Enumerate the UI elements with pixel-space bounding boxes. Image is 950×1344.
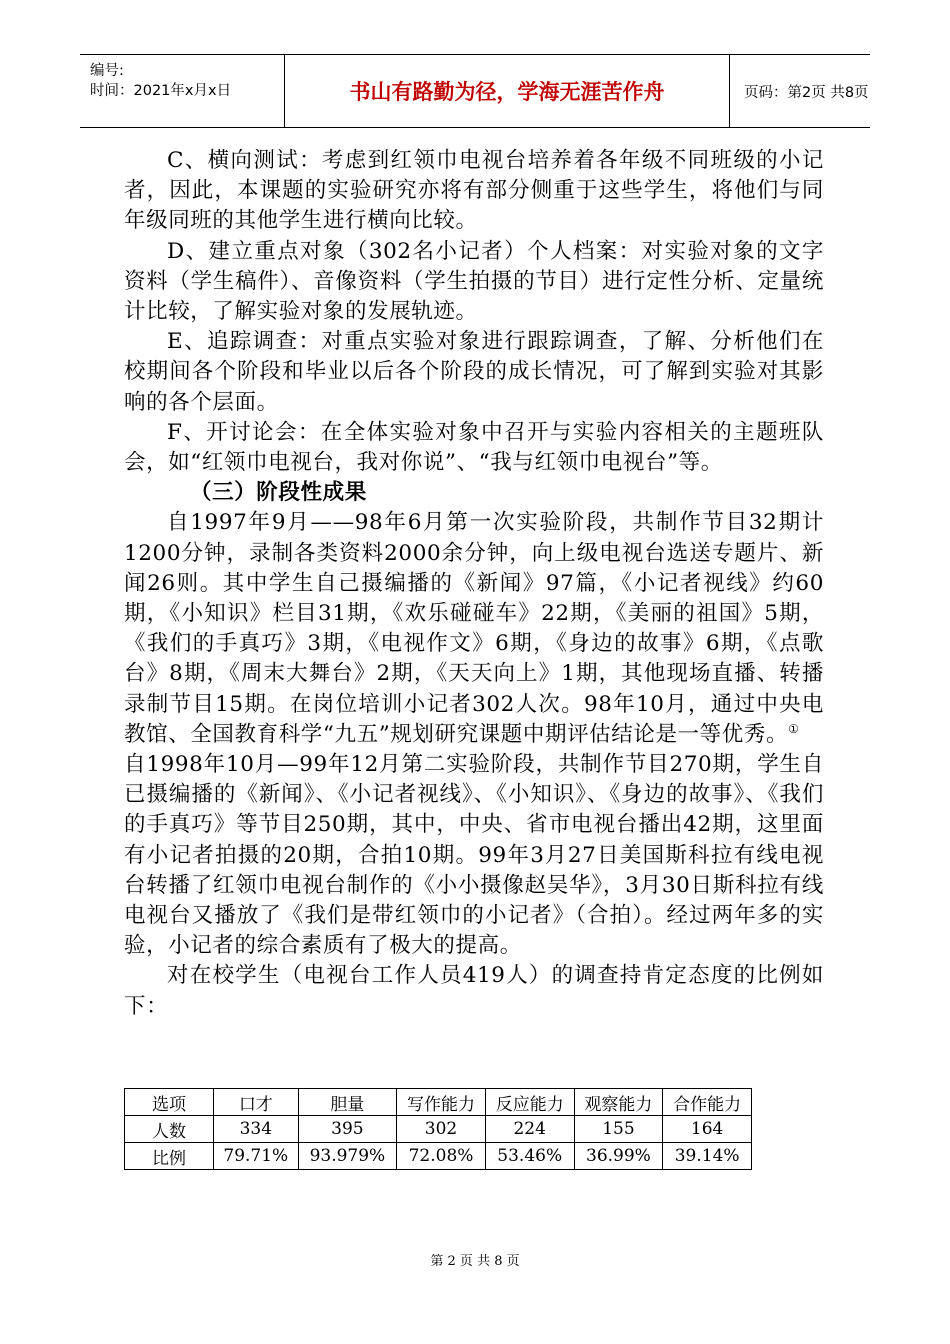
- section-title: （三）阶段性成果: [190, 480, 367, 506]
- table-cell: 79.71%: [214, 1143, 299, 1170]
- table-cell: 164: [663, 1116, 752, 1143]
- paragraph-survey-intro: 对在校学生（电视台工作人员419人）的调查持肯定态度的比例如下：: [124, 963, 824, 1019]
- header-page-label: 页码：第2页 共8页: [744, 84, 869, 101]
- table-cell: 93.979%: [298, 1143, 397, 1170]
- table-cell: 302: [397, 1116, 486, 1143]
- stage-one-text: 自1997年9月——98年6月第一次实验阶段，共制作节目32期计1200分钟，录制各类资料2000余分钟，向上级电视台选送专题片、新闻26则。其中学生自己摄编播的《新闻》97篇，《小记者视线》约60期，《小知识》栏目31期，《欢乐碰碰车》22期，《美丽的祖国》5期，《我们的手真巧》3期，《电视作文》6期，《身边的故事》6期，《点歌台》8期，《周末大舞台》2期，《天天向上》1期，其他现场直播、转播录制节目15期。在岗位培训小记者302人次。98年10月，通过中央电教馆、全国教育科学“九五”规划研究课题中期评估结论是一等优秀。: [124, 510, 824, 747]
- table-cell: 人数: [125, 1116, 214, 1143]
- paragraph-d: D、建立重点对象（302名小记者）个人档案：对实验对象的文字资料（学生稿件）、音像资料（学生拍摄的节目）进行定性分析、定量统计比较，了解实验对象的发展轨迹。: [124, 238, 824, 325]
- document-time-label: 时间：2021年x月x日: [90, 83, 232, 99]
- table-cell: 334: [214, 1116, 299, 1143]
- header-motto: 书山有路勤为径，学海无涯苦作舟: [285, 55, 730, 127]
- paragraph-f: F、开讨论会：在全体实验对象中召开与实验内容相关的主题班队会，如“红领巾电视台，我对你说”、“我与红领巾电视台”等。: [124, 419, 824, 476]
- table-row: [125, 1089, 752, 1116]
- table-cell: 写作能力: [397, 1089, 486, 1116]
- table-row: [125, 1143, 752, 1170]
- table-cell: 36.99%: [574, 1143, 663, 1170]
- table-cell: 口才: [214, 1089, 299, 1116]
- page-header: [80, 54, 870, 128]
- table-cell: 反应能力: [485, 1089, 574, 1116]
- document-number-label: 编号:: [90, 63, 124, 79]
- table-cell: 39.14%: [663, 1143, 752, 1170]
- page-footer: 第 2 页 共 8 页: [430, 1254, 520, 1269]
- table-cell: 选项: [125, 1089, 214, 1116]
- table-cell: 72.08%: [397, 1143, 486, 1170]
- table-cell: 观察能力: [574, 1089, 663, 1116]
- table-cell: 395: [298, 1116, 397, 1143]
- table-cell: 155: [574, 1116, 663, 1143]
- paragraph-c: C、横向测试：考虑到红领巾电视台培养着各年级不同班级的小记者，因此，本课题的实验研究亦将有部分侧重于这些学生，将他们与同年级同班的其他学生进行横向比较。: [124, 148, 824, 234]
- document-body: [124, 146, 824, 1022]
- table-cell: 53.46%: [485, 1143, 574, 1170]
- table-cell: 比例: [125, 1143, 214, 1170]
- paragraph-stage-two: 自1998年10月—99年12月第二实验阶段，共制作节目270期，学生自已摄编播的《新闻》、《小记者视线》、《小知识》、《身边的故事》、《我们的手真巧》等节目250期，其中，中央、省市电视台播出42期，这里面有小记者拍摄的20期，合拍10期。99年3月27日美国斯科拉有线电视台转播了红领巾电视台制作的《小小摄像赵吴华》，3月30日斯科拉有线电视台又播放了《我们是带红领巾的小记者》（合拍）。经过两年多的实验，小记者的综合素质有了极大的提高。: [124, 752, 824, 959]
- survey-table: [124, 1088, 752, 1170]
- table-row: [125, 1116, 752, 1143]
- footnote-mark: ①: [788, 721, 800, 736]
- header-meta: [80, 55, 285, 127]
- table-cell: 224: [485, 1116, 574, 1143]
- table-cell: 胆量: [298, 1089, 397, 1116]
- paragraph-e: E、追踪调查：对重点实验对象进行跟踪调查，了解、分析他们在校期间各个阶段和毕业以后各个阶段的成长情况，可了解到实验对其影响的各个层面。: [124, 329, 824, 415]
- paragraph-stage-one: [124, 508, 824, 750]
- table-cell: 合作能力: [663, 1089, 752, 1116]
